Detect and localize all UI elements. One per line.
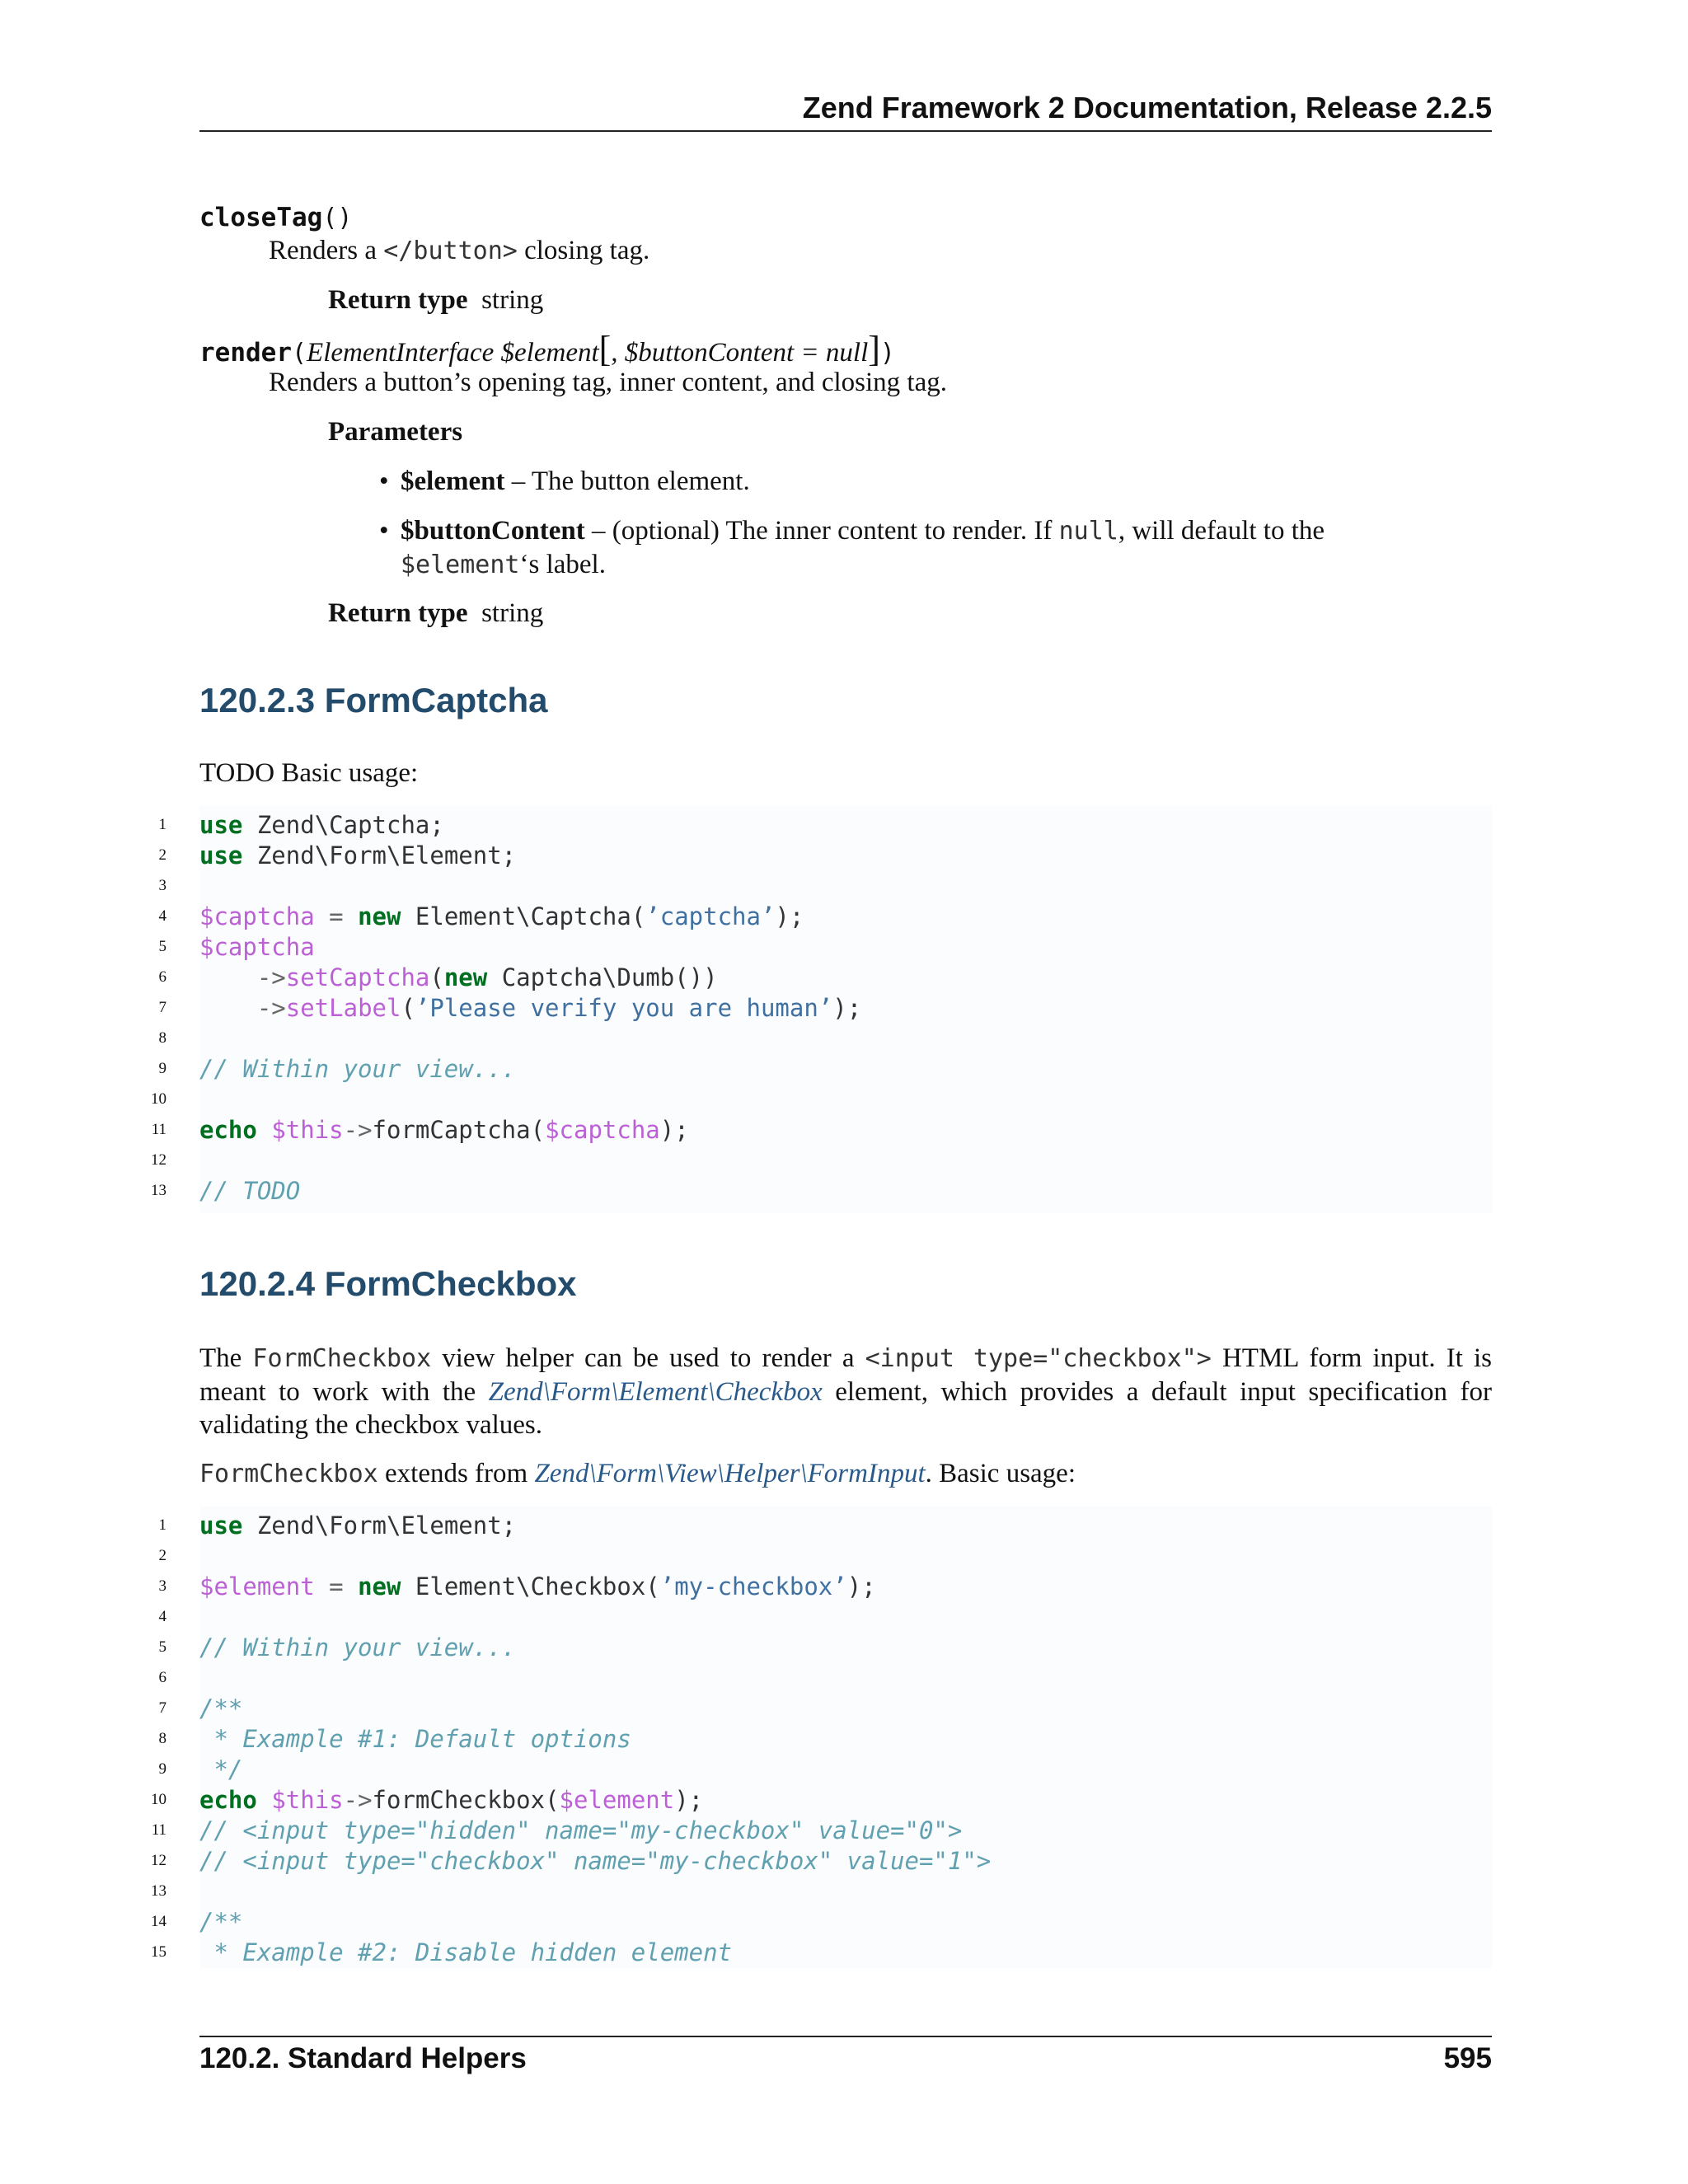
code-line: use Zend\Captcha; (199, 811, 444, 839)
section-intro: TODO Basic usage: (199, 758, 419, 788)
line-number: 11 (151, 1121, 166, 1138)
code-line: // <input type="checkbox" name="my-checkbox" value="1"> (199, 1847, 992, 1875)
method-parens: () (322, 204, 353, 232)
code-line: use Zend\Form\Element; (199, 1511, 517, 1540)
line-number: 2 (158, 1547, 166, 1564)
code-line: use Zend\Form\Element; (199, 841, 517, 869)
code-line: /** (199, 1908, 243, 1936)
code-line: ->setCaptcha(new Captcha\Dumb()) (256, 963, 718, 991)
parameters-label: Parameters (328, 417, 463, 447)
param-item: • $element – The button element. (379, 466, 750, 496)
line-number: 12 (151, 1151, 166, 1169)
line-number: 10 (151, 1791, 166, 1808)
code-line: $element = new Element\Checkbox(’my-checkbox’); (199, 1572, 876, 1601)
return-type: Return type string (328, 285, 544, 315)
line-number: 2 (158, 846, 166, 864)
line-number: 5 (158, 938, 166, 955)
link-checkbox-element[interactable]: Zend\Form\Element\Checkbox (488, 1377, 823, 1407)
code-line: echo $this->formCheckbox($element); (199, 1786, 704, 1814)
method-signature-render: render(ElementInterface $element[, $buttonContent = null]) (199, 329, 895, 369)
section-paragraph: FormCheckbox extends from Zend\Form\View\Helper\FormInput. Basic usage: (199, 1459, 1076, 1488)
line-number: 1 (158, 1516, 166, 1534)
line-number: 7 (158, 1699, 166, 1717)
line-number: 8 (158, 1029, 166, 1047)
footer-rule (199, 2036, 1492, 2037)
line-number: 15 (151, 1943, 166, 1961)
section-heading-formcheckbox: 120.2.4 FormCheckbox (199, 1264, 577, 1303)
line-number: 9 (158, 1760, 166, 1778)
line-number: 13 (151, 1882, 166, 1900)
code-line: $captcha (199, 933, 315, 961)
section-heading-formcaptcha: 120.2.3 FormCaptcha (199, 681, 548, 719)
footer-section-title: 120.2. Standard Helpers (199, 2042, 527, 2074)
code-line: $captcha = new Element\Captcha(’captcha’); (199, 902, 804, 930)
param-name: $buttonContent (401, 516, 585, 546)
line-number: 9 (158, 1060, 166, 1077)
link-forminput-helper[interactable]: Zend\Form\View\Helper\FormInput (534, 1459, 926, 1488)
line-number: 10 (151, 1090, 166, 1108)
line-number: 8 (158, 1730, 166, 1747)
param-item: • $buttonContent – (optional) The inner content to render. If null, will default to the $element‘s label. (379, 516, 1325, 579)
header-rule (199, 130, 1492, 132)
line-number: 4 (158, 907, 166, 925)
code-line: /** (199, 1694, 243, 1722)
code-line: // Within your view... (199, 1633, 517, 1661)
method-name: render (199, 338, 292, 368)
method-description: Renders a </button> closing tag. (269, 236, 650, 265)
line-number: 5 (158, 1638, 166, 1656)
line-number: 12 (151, 1852, 166, 1869)
code-line: // Within your view... (199, 1055, 517, 1083)
line-number: 7 (158, 999, 166, 1016)
line-number: 11 (151, 1821, 166, 1839)
param-name: $element (401, 466, 505, 496)
section-paragraph: The FormCheckbox view helper can be used to render a <input type="checkbox"> HTML form input. It is meant to work with the Zend\Form\Element\Checkbox element, which provides a default input specification for validating the checkbox values. (199, 1343, 1493, 1440)
code-line: * Example #1: Default options (199, 1725, 631, 1753)
line-number: 6 (158, 968, 166, 986)
code-line: // <input type="hidden" name="my-checkbox" value="0"> (199, 1816, 963, 1844)
line-number: 3 (158, 1577, 166, 1595)
code-line: ->setLabel(’Please verify you are human’); (256, 994, 862, 1022)
line-number: 4 (158, 1608, 166, 1625)
line-number: 14 (151, 1913, 166, 1930)
line-number: 6 (158, 1669, 166, 1686)
running-header: Zend Framework 2 Documentation, Release 2.2.5 (802, 91, 1492, 124)
method-name: closeTag (199, 203, 323, 232)
return-type: Return type string (328, 598, 544, 628)
line-number: 13 (151, 1182, 166, 1199)
method-description: Renders a button’s opening tag, inner content, and closing tag. (269, 368, 947, 397)
code-line: */ (199, 1755, 243, 1783)
page-number: 595 (1443, 2042, 1492, 2074)
code-line: echo $this->formCaptcha($captcha); (199, 1116, 689, 1144)
method-signature-closetag (199, 201, 352, 235)
code-line: * Example #2: Disable hidden element (199, 1938, 733, 1966)
code-line: // TODO (199, 1177, 301, 1205)
line-number: 3 (158, 877, 166, 894)
line-number: 1 (158, 816, 166, 833)
